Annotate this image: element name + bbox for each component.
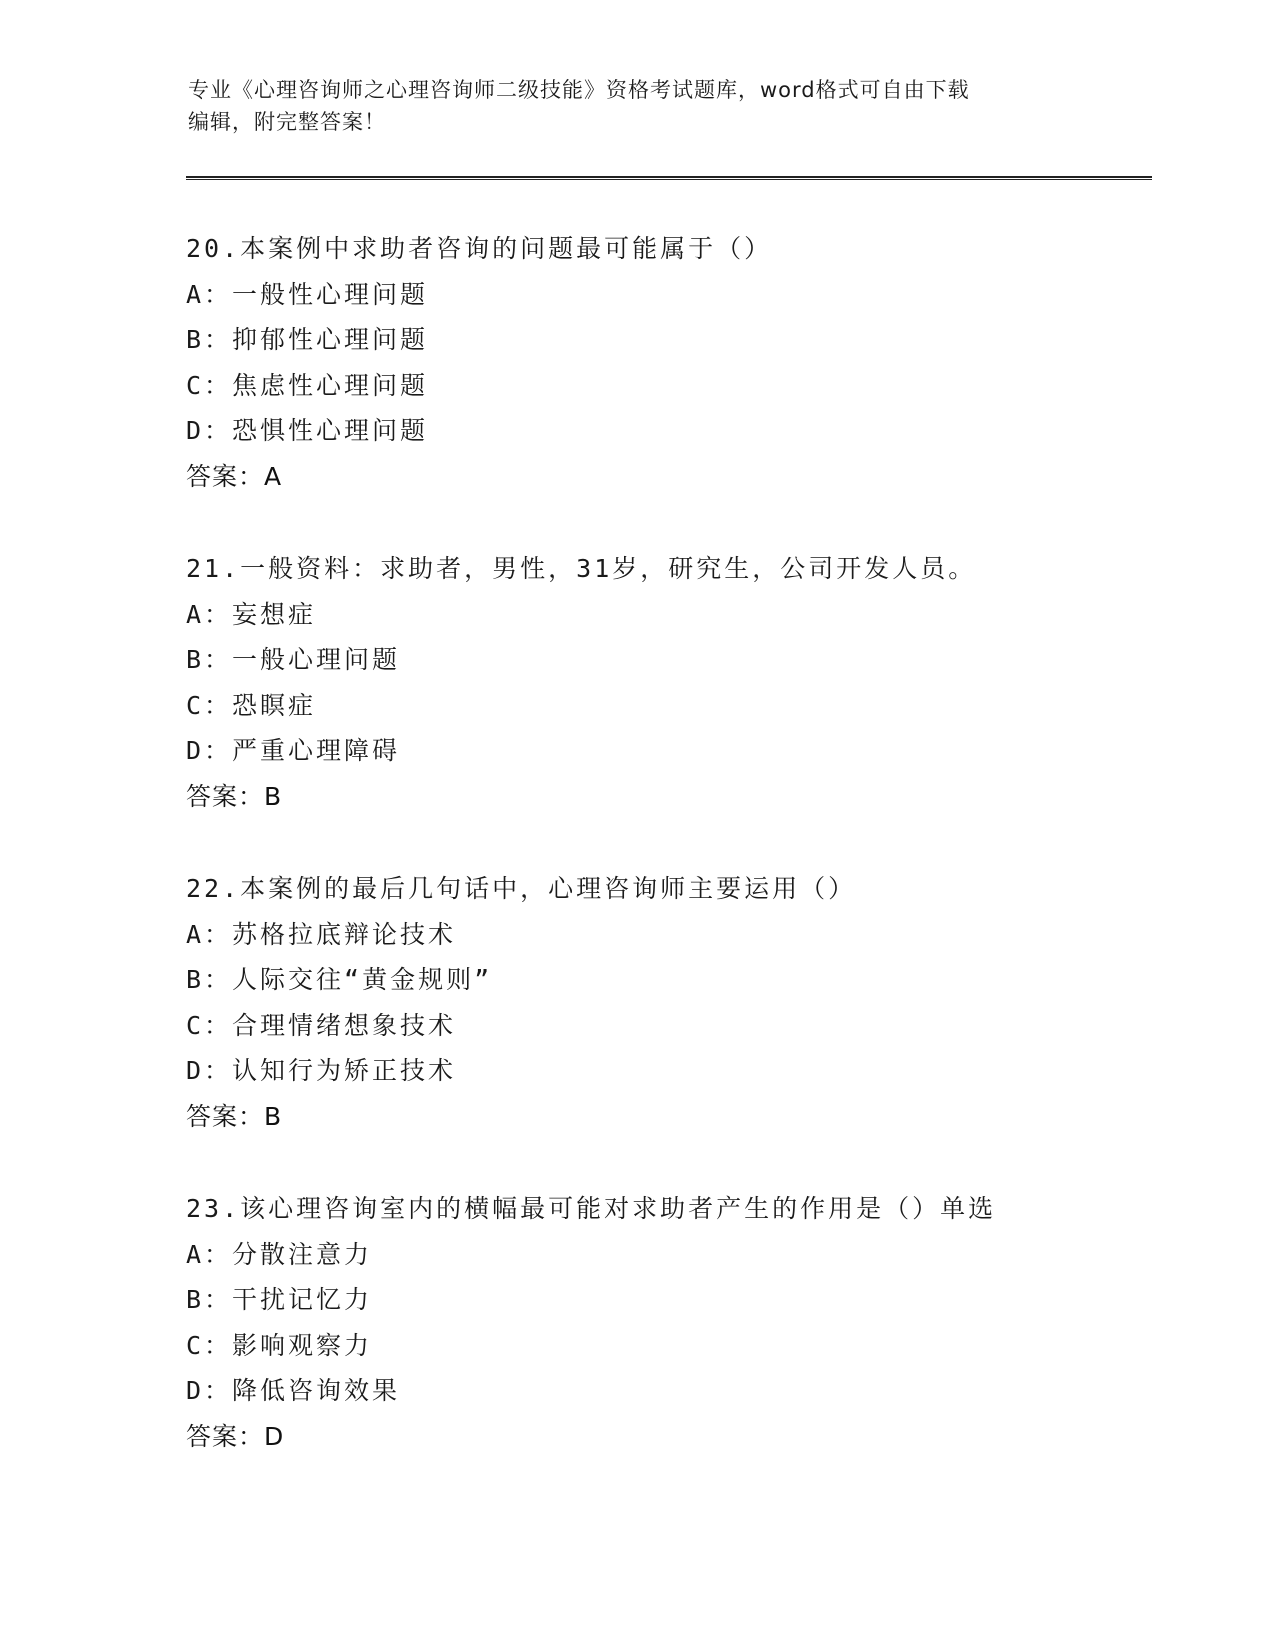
option-b: B：抑郁性心理问题	[186, 325, 429, 354]
header-line-1: 专业《心理咨询师之心理咨询师二级技能》资格考试题库，word格式可自由下载	[188, 78, 970, 102]
option-a: A：分散注意力	[186, 1239, 373, 1269]
option-b: B：一般心理问题	[186, 645, 401, 674]
question-23	[186, 1186, 1186, 1459]
question-20	[186, 226, 1186, 499]
option-c: C：影响观察力	[186, 1330, 373, 1360]
header-line-2: 编辑，附完整答案！	[188, 110, 386, 134]
option-c: C：恐瞑症	[186, 690, 317, 720]
answer-text: 答案：B	[186, 1101, 283, 1131]
option-b: B：干扰记忆力	[186, 1285, 373, 1314]
question-stem: 23.该心理咨询室内的横幅最可能对求助者产生的作用是（）单选	[186, 1194, 997, 1223]
question-stem: 21.一般资料：求助者，男性，31岁，研究生，公司开发人员。	[186, 554, 977, 583]
question-22	[186, 866, 1186, 1139]
option-a: A：苏格拉底辩论技术	[186, 919, 457, 949]
question-stem: 20.本案例中求助者咨询的问题最可能属于（）	[186, 234, 773, 263]
answer-text: 答案：B	[186, 781, 283, 811]
option-d: D：认知行为矫正技术	[186, 1056, 457, 1085]
option-a: A：一般性心理问题	[186, 279, 429, 309]
option-c: C：合理情绪想象技术	[186, 1010, 457, 1040]
option-d: D：降低咨询效果	[186, 1376, 401, 1405]
answer-text: 答案：D	[186, 1421, 285, 1451]
option-d: D：恐惧性心理问题	[186, 416, 429, 445]
option-b: B：人际交往“黄金规则”	[186, 965, 493, 994]
option-a: A：妄想症	[186, 599, 317, 629]
answer-text: 答案：A	[186, 461, 283, 491]
header-divider	[186, 176, 1152, 180]
question-stem: 22.本案例的最后几句话中，心理咨询师主要运用（）	[186, 874, 857, 903]
document-header	[188, 74, 1068, 138]
option-c: C：焦虑性心理问题	[186, 370, 429, 400]
option-d: D：严重心理障碍	[186, 736, 401, 765]
question-21	[186, 546, 1186, 819]
